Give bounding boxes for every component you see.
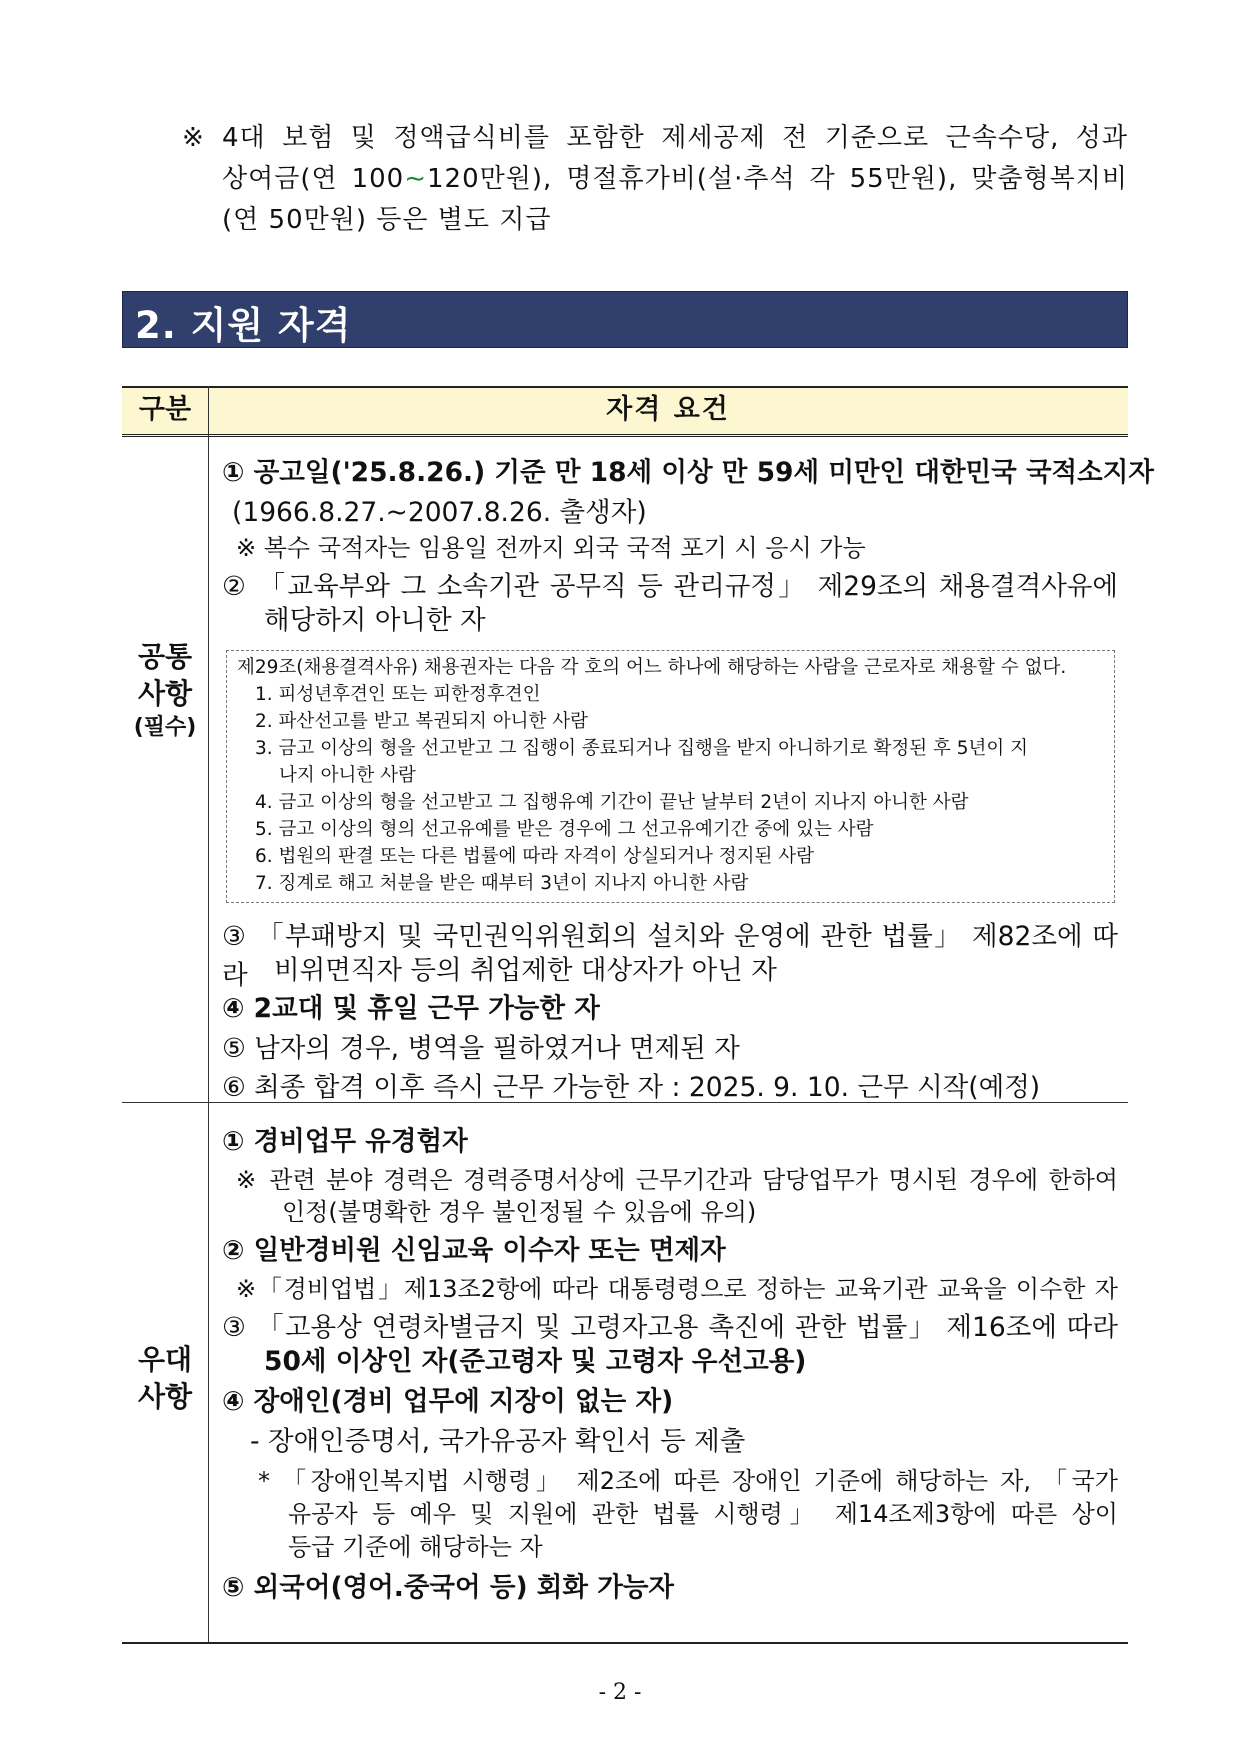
top-note-line-2a: 상여금(연 100 — [222, 164, 405, 194]
common-label-required: (필수) — [133, 715, 197, 740]
header-category: 구분 — [138, 394, 192, 425]
common-item-1: ① 공고일('25.8.26.) 기준 만 18세 이상 만 59세 미만인 대한민국 국적소지자 — [222, 457, 1154, 488]
preferred-item-5: ⑤ 외국어(영어.중국어 등) 회화 가능자 — [222, 1572, 675, 1603]
article-29-item-1: 1. 피성년후견인 또는 피한정후견인 — [255, 684, 541, 705]
preferred-item-4-note: * 「장애인복지법 시행령」 제2조에 따른 장애인 기준에 해당하는 자, 「국가 — [258, 1467, 1118, 1495]
preferred-label-1: 우대 — [137, 1343, 193, 1376]
top-note-line-1: 4대 보험 및 정액급식비를 포함한 제세공제 전 기준으로 근속수당, 성과 — [222, 123, 1128, 153]
article-29-item-3-cont: 나지 아니한 사람 — [279, 765, 416, 786]
section-header — [122, 291, 1128, 348]
top-note-line-2b: 120만원), 명절휴가비(설·추석 각 55만원), 맞춤형복지비 — [427, 164, 1128, 194]
common-item-1-dates: (1966.8.27.~2007.8.26. 출생자) — [232, 497, 647, 528]
preferred-item-4-note-cont: 유공자 등 예우 및 지원에 관한 법률 시행령」 제14조제3항에 따른 상이 — [288, 1500, 1118, 1528]
table-header — [122, 386, 1128, 437]
reference-mark: ※ — [182, 123, 205, 153]
common-item-3: ③ 「부패방지 및 국민권익위원회의 설치와 운영에 관한 법률」 제82조에 따라 — [222, 921, 1118, 991]
section-title: 2. 지원 자격 — [135, 304, 352, 347]
table-bottom-border — [122, 1642, 1128, 1644]
preferred-item-1-note-cont: 인정(불명확한 경우 불인정될 수 있음에 유의) — [282, 1198, 757, 1226]
top-note-line-2 — [222, 159, 1128, 200]
common-item-2-cont: 해당하지 아니한 자 — [264, 605, 486, 636]
preferred-item-3: ③ 「고용상 연령차별금지 및 고령자고용 촉진에 관한 법률」 제16조에 따라 — [222, 1312, 1118, 1343]
preferred-item-1-note: ※ 관련 분야 경력은 경력증명서상에 근무기간과 담당업무가 명시된 경우에 한하여 — [236, 1166, 1118, 1194]
common-label-2: 사항 — [137, 677, 193, 710]
preferred-item-4-sub: - 장애인증명서, 국가유공자 확인서 등 제출 — [250, 1426, 746, 1457]
preferred-item-1: ① 경비업무 유경험자 — [222, 1126, 468, 1157]
preferred-item-4-note-end: 등급 기준에 해당하는 자 — [288, 1533, 543, 1561]
page-number: - 2 - — [598, 1680, 642, 1705]
preferred-item-3-cont: 50세 이상인 자(준고령자 및 고령자 우선고용) — [264, 1346, 807, 1377]
preferred-item-2-note: ※「경비업법」제13조2항에 따라 대통령령으로 정하는 교육기관 교육을 이수한 자 — [236, 1275, 1118, 1303]
article-29-item-7: 7. 징계로 해고 처분을 받은 때부터 3년이 지나지 아니한 사람 — [255, 873, 749, 894]
preferred-label — [122, 1341, 208, 1415]
article-29-box — [226, 650, 1115, 903]
top-note-line-3: (연 50만원) 등은 별도 지급 — [222, 205, 552, 235]
header-requirements: 자격 요건 — [606, 394, 730, 425]
tilde-glyph: ∼ — [404, 164, 427, 194]
common-item-5: ⑤ 남자의 경우, 병역을 필하였거나 면제된 자 — [222, 1033, 740, 1064]
article-29-item-2: 2. 파산선고를 받고 복권되지 아니한 사람 — [255, 711, 588, 732]
preferred-item-4: ④ 장애인(경비 업무에 지장이 없는 자) — [222, 1386, 674, 1417]
article-29-title: 제29조(채용결격사유) 채용권자는 다음 각 호의 어느 하나에 해당하는 사람을 근로자로 채용할 수 없다. — [237, 657, 1067, 678]
common-label — [122, 638, 208, 744]
article-29-item-3: 3. 금고 이상의 형을 선고받고 그 집행이 종료되거나 집행을 받지 아니하기로 확정된 후 5년이 지 — [255, 738, 1028, 759]
top-note — [182, 118, 1128, 241]
eligibility-table — [122, 386, 1154, 1644]
common-label-1: 공통 — [137, 640, 193, 673]
common-item-2: ② 「교육부와 그 소속기관 공무직 등 관리규정」 제29조의 채용결격사유에 — [222, 571, 1118, 602]
common-item-3-cont: 비위면직자 등의 취업제한 대상자가 아닌 자 — [274, 955, 777, 986]
preferred-item-2: ② 일반경비원 신임교육 이수자 또는 면제자 — [222, 1235, 726, 1266]
article-29-item-6: 6. 법원의 판결 또는 다른 법률에 따라 자격이 상실되거나 정지된 사람 — [255, 846, 814, 867]
article-29-item-4: 4. 금고 이상의 형을 선고받고 그 집행유예 기간이 끝난 날부터 2년이 지나지 아니한 사람 — [255, 792, 969, 813]
column-divider — [208, 386, 209, 1644]
common-item-4: ④ 2교대 및 휴일 근무 가능한 자 — [222, 993, 600, 1024]
common-item-6: ⑥ 최종 합격 이후 즉시 근무 가능한 자 : 2025. 9. 10. 근무 시작(예정) — [222, 1072, 1041, 1103]
article-29-item-5: 5. 금고 이상의 형의 선고유예를 받은 경우에 그 선고유예기간 중에 있는 사람 — [255, 819, 874, 840]
common-item-1-note: ※ 복수 국적자는 임용일 전까지 외국 국적 포기 시 응시 가능 — [236, 534, 866, 562]
preferred-label-2: 사항 — [137, 1380, 193, 1413]
